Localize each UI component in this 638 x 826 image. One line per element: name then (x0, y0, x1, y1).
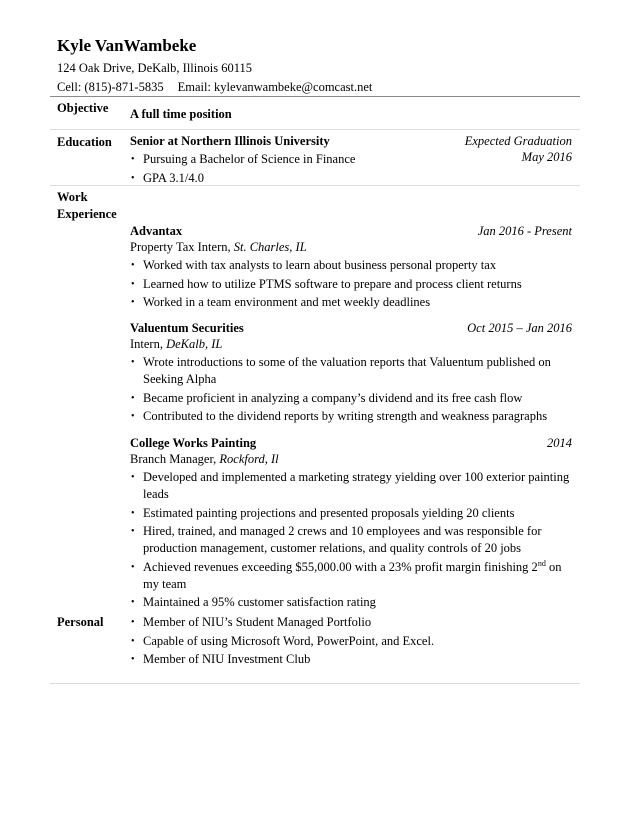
job-company: Advantax (130, 224, 183, 238)
work-experience-label (57, 189, 117, 223)
work-label-line1: Work (57, 190, 88, 204)
ordinal-suffix: nd (537, 558, 546, 568)
job-company: College Works Painting (130, 436, 257, 450)
list-item: • Worked in a team environment and met weekly deadlines (130, 294, 570, 311)
revenue-text-end: on my team (143, 559, 562, 591)
job-location: DeKalb, IL (166, 337, 223, 351)
list-item: • Maintained a 95% customer satisfaction rating (130, 594, 570, 611)
job-title-text: Branch Manager, (130, 452, 220, 466)
graduation-date: May 2016 (521, 150, 572, 164)
job-title-text: Property Tax Intern, (130, 240, 234, 254)
list-item: • Pursuing a Bachelor of Science in Finance (130, 151, 570, 168)
work-label-line2: Experience (57, 207, 117, 221)
email: Email: kylevanwambeke@comcast.net (177, 80, 373, 94)
section-divider (50, 185, 580, 186)
candidate-name: Kyle VanWambeke (57, 36, 197, 55)
job-location: St. Charles, IL (233, 240, 307, 254)
list-item: • Capable of using Microsoft Word, PowerPoint, and Excel. (130, 633, 570, 650)
job-title-text: Intern, (130, 337, 167, 351)
job-dates: Jan 2016 - Present (477, 224, 572, 238)
list-item: • Worked with tax analysts to learn about business personal property tax (130, 257, 570, 274)
job-company: Valuentum Securities (130, 321, 244, 335)
cell-phone: Cell: (815)-871-5835 (57, 80, 164, 94)
personal-bullets (130, 614, 570, 670)
list-item (130, 559, 570, 593)
list-item: • Member of NIU’s Student Managed Portfolio (130, 614, 570, 631)
school-name: Senior at Northern Illinois University (130, 134, 330, 148)
expected-graduation-label: Expected Graduation (464, 134, 572, 148)
job-bullets (130, 257, 570, 313)
job-title (130, 240, 307, 255)
list-item: • Developed and implemented a marketing strategy yielding over 100 exterior painting leads (130, 469, 570, 503)
education-bullets (130, 151, 570, 188)
contact-line (57, 80, 372, 95)
list-item: • GPA 3.1/4.0 (130, 170, 570, 187)
personal-label: Personal (57, 615, 104, 629)
education-label: Education (57, 135, 112, 149)
section-divider (50, 129, 580, 130)
objective-label: Objective (57, 101, 109, 115)
job-bullets (130, 469, 570, 613)
list-item: • Became proficient in analyzing a company’s dividend and its free cash flow (130, 390, 570, 407)
list-item: • Wrote introductions to some of the valuation reports that Valuentum published on Seeking Alpha (130, 354, 570, 388)
list-item: • Contributed to the dividend reports by writing strength and weakness paragraphs (130, 408, 570, 425)
list-item: • Learned how to utilize PTMS software to prepare and process client returns (130, 276, 570, 293)
job-title (130, 452, 279, 467)
job-title (130, 337, 222, 352)
list-item: • Member of NIU Investment Club (130, 651, 570, 668)
revenue-text: Achieved revenues exceeding $55,000.00 with a 23% profit margin finishing 2 (143, 559, 538, 574)
address: 124 Oak Drive, DeKalb, Illinois 60115 (57, 61, 252, 75)
job-dates: 2014 (547, 436, 572, 450)
header-divider (50, 96, 580, 97)
job-bullets (130, 354, 570, 427)
list-item: • Estimated painting projections and presented proposals yielding 20 clients (130, 505, 570, 522)
footer-divider (50, 683, 580, 684)
list-item: • Hired, trained, and managed 2 crews and 10 employees and was responsible for production management, customer relations, and quality controls of 20 jobs (130, 523, 570, 557)
job-dates: Oct 2015 – Jan 2016 (467, 321, 572, 335)
objective-text: A full time position (130, 107, 232, 121)
job-location: Rockford, Il (219, 452, 279, 466)
